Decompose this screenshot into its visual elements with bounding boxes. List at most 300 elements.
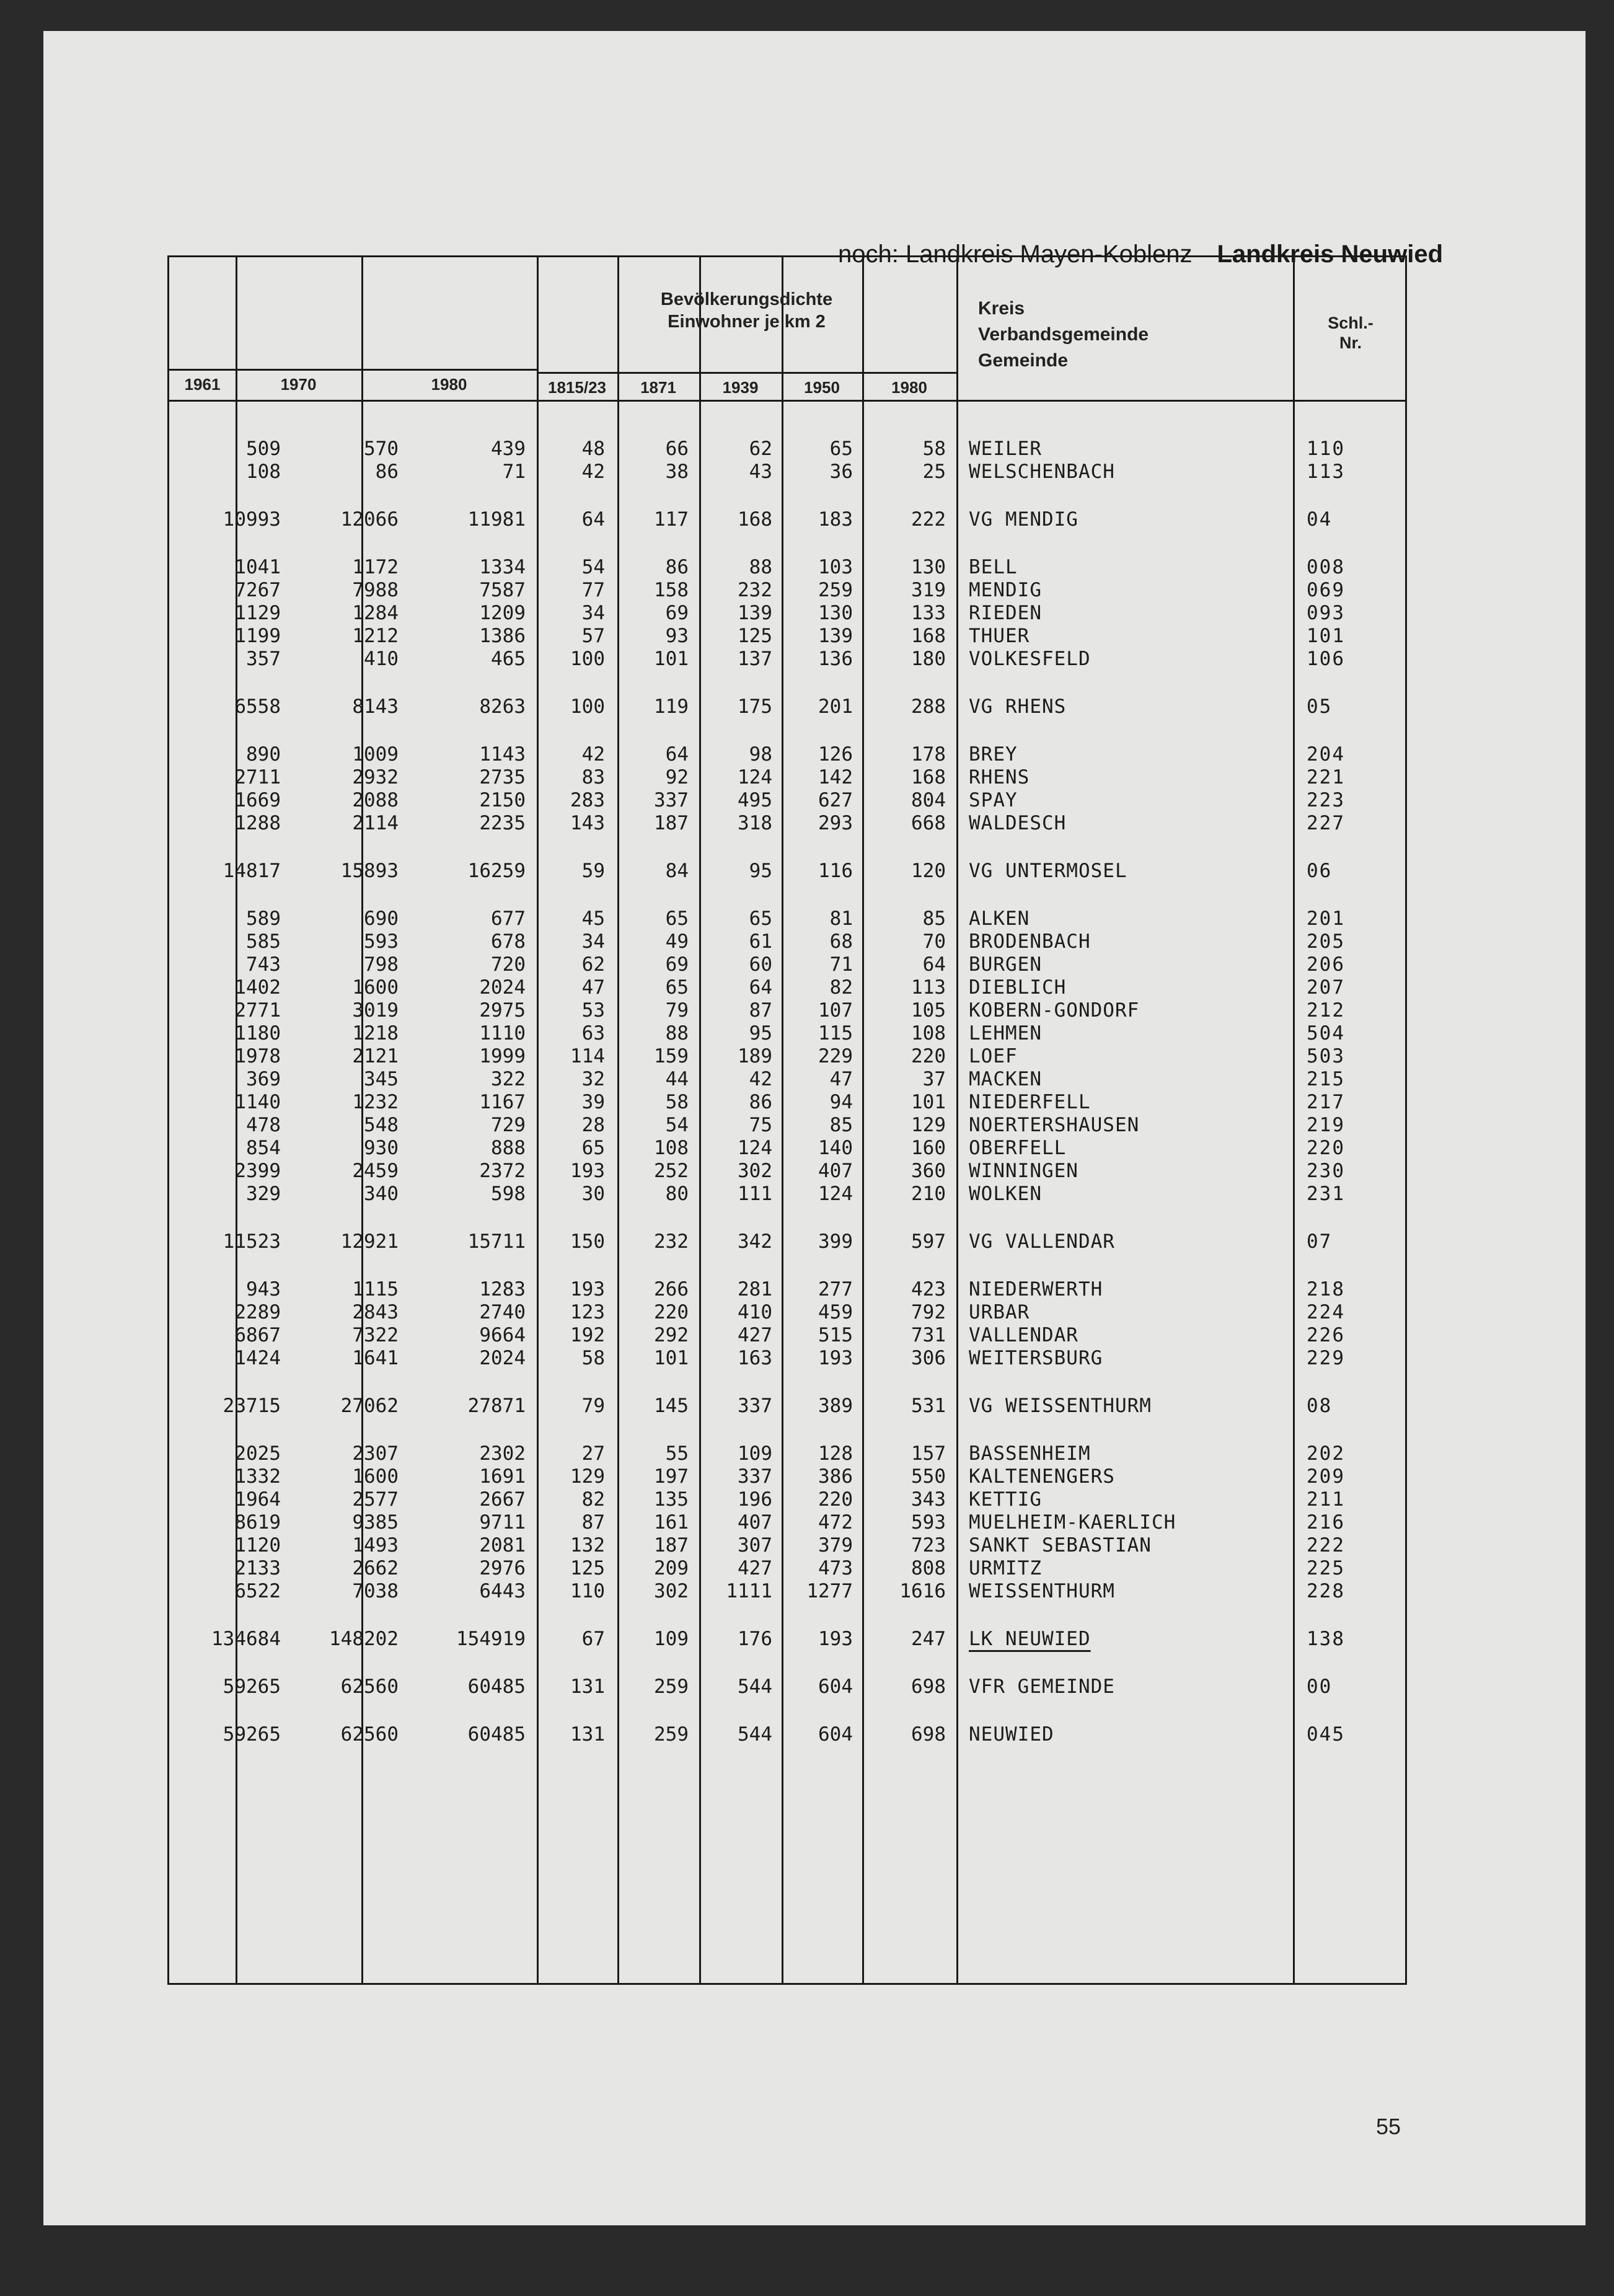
cell-d1871: 93 bbox=[665, 625, 689, 647]
cell-d1815: 57 bbox=[581, 625, 605, 647]
cell-code: 207 bbox=[1307, 976, 1345, 999]
table-row bbox=[169, 1323, 1405, 1347]
table-row bbox=[169, 1022, 1405, 1045]
cell-d1950: 183 bbox=[818, 508, 853, 531]
table-row bbox=[169, 1465, 1405, 1488]
cell-p1980: 2235 bbox=[479, 812, 526, 834]
cell-d1939: 337 bbox=[738, 1395, 772, 1417]
cell-d1980: 157 bbox=[911, 1442, 946, 1465]
header-title-right: Landkreis Neuwied bbox=[1217, 241, 1444, 268]
cell-p1970: 1009 bbox=[352, 743, 399, 766]
cell-d1980: 698 bbox=[911, 1676, 946, 1698]
cell-d1871: 66 bbox=[665, 438, 689, 460]
cell-d1950: 293 bbox=[818, 812, 853, 834]
cell-code: 101 bbox=[1307, 625, 1345, 647]
cell-name: WELSCHENBACH bbox=[969, 461, 1115, 483]
table-row bbox=[169, 907, 1405, 930]
table-row bbox=[169, 601, 1405, 625]
cell-p1970: 7988 bbox=[352, 579, 399, 601]
cell-p1961: 1978 bbox=[234, 1045, 281, 1067]
cell-name: BRODENBACH bbox=[969, 930, 1091, 953]
cell-p1980: 16259 bbox=[467, 860, 526, 882]
cell-d1815: 114 bbox=[570, 1045, 605, 1067]
cell-code: 113 bbox=[1307, 461, 1345, 483]
cell-p1961: 7267 bbox=[234, 579, 281, 601]
col-header-1970: 1970 bbox=[280, 375, 317, 394]
cell-d1815: 79 bbox=[581, 1395, 605, 1417]
cell-p1961: 1129 bbox=[234, 602, 281, 624]
cell-p1980: 2150 bbox=[479, 789, 526, 811]
cell-d1980: 808 bbox=[911, 1557, 946, 1579]
table-row bbox=[169, 578, 1405, 602]
cell-d1939: 124 bbox=[738, 1137, 772, 1159]
cell-p1961: 134684 bbox=[211, 1628, 281, 1650]
cell-p1980: 1386 bbox=[479, 625, 526, 647]
cell-code: 231 bbox=[1307, 1183, 1345, 1205]
cell-code: 206 bbox=[1307, 953, 1345, 976]
cell-d1950: 627 bbox=[818, 789, 853, 811]
kreis-header-line3: Gemeinde bbox=[978, 350, 1069, 371]
table-row bbox=[169, 508, 1405, 531]
cell-d1939: 495 bbox=[738, 789, 772, 811]
cell-d1939: 87 bbox=[749, 999, 772, 1022]
cell-d1950: 379 bbox=[818, 1534, 853, 1556]
cell-p1961: 10993 bbox=[223, 508, 281, 531]
table-row bbox=[169, 1488, 1405, 1511]
cell-p1980: 11981 bbox=[467, 508, 526, 531]
cell-p1961: 1288 bbox=[234, 812, 281, 834]
col-header-1961: 1961 bbox=[184, 375, 221, 394]
cell-p1970: 1641 bbox=[352, 1347, 399, 1369]
cell-d1950: 604 bbox=[818, 1723, 853, 1746]
cell-name: MACKEN bbox=[969, 1068, 1042, 1090]
cell-p1961: 1199 bbox=[234, 625, 281, 647]
cell-d1950: 124 bbox=[818, 1183, 853, 1205]
cell-p1980: 1334 bbox=[479, 556, 526, 578]
cell-d1871: 252 bbox=[654, 1160, 689, 1182]
cell-p1970: 1172 bbox=[352, 556, 399, 578]
cell-p1961: 2025 bbox=[234, 1442, 281, 1465]
cell-p1980: 1999 bbox=[479, 1045, 526, 1067]
cell-d1871: 86 bbox=[665, 556, 689, 578]
cell-d1871: 64 bbox=[665, 743, 689, 766]
cell-d1950: 407 bbox=[818, 1160, 853, 1182]
cell-d1980: 168 bbox=[911, 625, 946, 647]
cell-d1871: 158 bbox=[654, 579, 689, 601]
kreis-header-line2: Verbandsgemeinde bbox=[978, 324, 1149, 345]
cell-d1980: 168 bbox=[911, 766, 946, 788]
cell-p1980: 2976 bbox=[479, 1557, 526, 1579]
cell-p1961: 2289 bbox=[234, 1301, 281, 1323]
cell-p1961: 1424 bbox=[234, 1347, 281, 1369]
cell-d1815: 100 bbox=[570, 695, 605, 718]
cell-name: MENDIG bbox=[969, 579, 1042, 601]
cell-p1961: 743 bbox=[246, 953, 281, 976]
cell-d1950: 82 bbox=[829, 976, 853, 999]
cell-p1961: 890 bbox=[246, 743, 281, 766]
cell-d1950: 389 bbox=[818, 1395, 853, 1417]
table-row bbox=[169, 1442, 1405, 1465]
cell-d1871: 220 bbox=[654, 1301, 689, 1323]
cell-p1970: 12921 bbox=[340, 1230, 399, 1253]
cell-p1980: 1691 bbox=[479, 1465, 526, 1488]
table-row bbox=[169, 1278, 1405, 1301]
cell-name: WEITERSBURG bbox=[969, 1347, 1103, 1369]
cell-d1815: 143 bbox=[570, 812, 605, 834]
cell-code: 07 bbox=[1307, 1230, 1333, 1253]
cell-p1980: 2667 bbox=[479, 1488, 526, 1511]
cell-d1815: 54 bbox=[581, 556, 605, 578]
cell-p1970: 8143 bbox=[352, 695, 399, 718]
cell-d1815: 192 bbox=[570, 1324, 605, 1346]
cell-d1950: 36 bbox=[829, 461, 853, 483]
cell-d1950: 128 bbox=[818, 1442, 853, 1465]
cell-p1961: 11523 bbox=[223, 1230, 281, 1253]
cell-name: WEISSENTHURM bbox=[969, 1580, 1115, 1602]
cell-d1950: 103 bbox=[818, 556, 853, 578]
cell-p1961: 585 bbox=[246, 930, 281, 953]
cell-p1970: 1600 bbox=[352, 976, 399, 999]
cell-p1980: 7587 bbox=[479, 579, 526, 601]
cell-p1980: 15711 bbox=[467, 1230, 526, 1253]
col-header-density-1939: 1939 bbox=[722, 378, 759, 397]
cell-d1980: 343 bbox=[911, 1488, 946, 1511]
schl-header-line2: Nr. bbox=[1339, 333, 1362, 352]
cell-code: 212 bbox=[1307, 999, 1345, 1022]
cell-d1939: 43 bbox=[749, 461, 772, 483]
cell-name: KOBERN-GONDORF bbox=[969, 999, 1140, 1022]
cell-p1970: 2662 bbox=[352, 1557, 399, 1579]
cell-p1961: 943 bbox=[246, 1278, 281, 1300]
cell-name: WEILER bbox=[969, 438, 1042, 460]
cell-d1815: 42 bbox=[581, 743, 605, 766]
cell-code: 504 bbox=[1307, 1022, 1345, 1044]
table-row bbox=[169, 859, 1405, 883]
cell-p1980: 322 bbox=[491, 1068, 526, 1090]
table-row bbox=[169, 1090, 1405, 1114]
cell-code: 00 bbox=[1307, 1676, 1333, 1698]
cell-p1980: 9711 bbox=[479, 1511, 526, 1534]
cell-p1980: 2302 bbox=[479, 1442, 526, 1465]
cell-d1815: 283 bbox=[570, 789, 605, 811]
cell-d1950: 277 bbox=[818, 1278, 853, 1300]
cell-code: 04 bbox=[1307, 508, 1333, 531]
cell-p1970: 1600 bbox=[352, 1465, 399, 1488]
cell-p1980: 2024 bbox=[479, 1347, 526, 1369]
cell-d1815: 132 bbox=[570, 1534, 605, 1556]
cell-p1970: 410 bbox=[364, 648, 399, 670]
cell-p1970: 148202 bbox=[329, 1628, 399, 1650]
cell-p1970: 690 bbox=[364, 907, 399, 930]
cell-d1815: 30 bbox=[581, 1183, 605, 1205]
cell-d1950: 126 bbox=[818, 743, 853, 766]
cell-p1970: 798 bbox=[364, 953, 399, 976]
cell-d1871: 79 bbox=[665, 999, 689, 1022]
cell-p1970: 7322 bbox=[352, 1324, 399, 1346]
cell-p1980: 465 bbox=[491, 648, 526, 670]
cell-code: 224 bbox=[1307, 1301, 1345, 1323]
cell-name: VG VALLENDAR bbox=[969, 1230, 1115, 1253]
cell-d1871: 55 bbox=[665, 1442, 689, 1465]
cell-d1815: 123 bbox=[570, 1301, 605, 1323]
cell-d1950: 399 bbox=[818, 1230, 853, 1253]
cell-d1980: 531 bbox=[911, 1395, 946, 1417]
cell-d1950: 229 bbox=[818, 1045, 853, 1067]
cell-name: MUELHEIM-KAERLICH bbox=[969, 1511, 1176, 1534]
cell-d1815: 63 bbox=[581, 1022, 605, 1044]
cell-d1871: 108 bbox=[654, 1137, 689, 1159]
cell-d1980: 133 bbox=[911, 602, 946, 624]
cell-code: 069 bbox=[1307, 579, 1345, 601]
cell-d1939: 60 bbox=[749, 953, 772, 976]
cell-d1815: 82 bbox=[581, 1488, 605, 1511]
density-title-line2: Einwohner je km 2 bbox=[668, 312, 826, 332]
cell-code: 223 bbox=[1307, 789, 1345, 811]
cell-code: 228 bbox=[1307, 1580, 1345, 1602]
table-body bbox=[169, 257, 1405, 1983]
cell-code: 106 bbox=[1307, 648, 1345, 670]
cell-p1970: 593 bbox=[364, 930, 399, 953]
cell-p1961: 6522 bbox=[234, 1580, 281, 1602]
cell-name: BURGEN bbox=[969, 953, 1042, 976]
cell-p1961: 1402 bbox=[234, 976, 281, 999]
cell-d1939: 175 bbox=[738, 695, 772, 718]
table-row bbox=[169, 1136, 1405, 1160]
cell-d1980: 220 bbox=[911, 1045, 946, 1067]
cell-d1939: 124 bbox=[738, 766, 772, 788]
cell-d1980: 105 bbox=[911, 999, 946, 1022]
cell-p1961: 1140 bbox=[234, 1091, 281, 1113]
cell-p1970: 570 bbox=[364, 438, 399, 460]
cell-d1939: 86 bbox=[749, 1091, 772, 1113]
cell-p1980: 2735 bbox=[479, 766, 526, 788]
cell-d1950: 47 bbox=[829, 1068, 853, 1090]
cell-d1871: 161 bbox=[654, 1511, 689, 1534]
cell-d1871: 69 bbox=[665, 602, 689, 624]
cell-d1950: 386 bbox=[818, 1465, 853, 1488]
cell-code: 229 bbox=[1307, 1347, 1345, 1369]
cell-name: LOEF bbox=[969, 1045, 1018, 1067]
cell-d1871: 49 bbox=[665, 930, 689, 953]
cell-p1961: 369 bbox=[246, 1068, 281, 1090]
cell-d1950: 115 bbox=[818, 1022, 853, 1044]
table-row bbox=[169, 1675, 1405, 1698]
cell-d1939: 168 bbox=[738, 508, 772, 531]
cell-d1815: 67 bbox=[581, 1628, 605, 1650]
cell-d1939: 302 bbox=[738, 1160, 772, 1182]
cell-d1939: 61 bbox=[749, 930, 772, 953]
cell-name: LK NEUWIED bbox=[969, 1628, 1091, 1650]
cell-d1871: 232 bbox=[654, 1230, 689, 1253]
cell-p1970: 930 bbox=[364, 1137, 399, 1159]
cell-d1871: 38 bbox=[665, 461, 689, 483]
cell-d1980: 593 bbox=[911, 1511, 946, 1534]
cell-d1950: 116 bbox=[818, 860, 853, 882]
cell-p1980: 2975 bbox=[479, 999, 526, 1022]
cell-name: BASSENHEIM bbox=[969, 1442, 1091, 1465]
cell-d1871: 187 bbox=[654, 812, 689, 834]
cell-d1939: 176 bbox=[738, 1628, 772, 1650]
cell-p1970: 62560 bbox=[340, 1676, 399, 1698]
cell-name: SPAY bbox=[969, 789, 1018, 811]
table-row bbox=[169, 811, 1405, 835]
table-row bbox=[169, 1394, 1405, 1418]
cell-p1970: 2121 bbox=[352, 1045, 399, 1067]
cell-d1939: 95 bbox=[749, 860, 772, 882]
cell-d1871: 92 bbox=[665, 766, 689, 788]
cell-d1980: 180 bbox=[911, 648, 946, 670]
cell-name: VALLENDAR bbox=[969, 1324, 1078, 1346]
cell-d1815: 65 bbox=[581, 1137, 605, 1159]
cell-d1980: 70 bbox=[922, 930, 946, 953]
cell-p1970: 2459 bbox=[352, 1160, 399, 1182]
cell-d1980: 64 bbox=[922, 953, 946, 976]
table-row bbox=[169, 1627, 1405, 1651]
table-row bbox=[169, 953, 1405, 976]
cell-d1815: 87 bbox=[581, 1511, 605, 1534]
table-row bbox=[169, 695, 1405, 718]
cell-p1980: 27871 bbox=[467, 1395, 526, 1417]
cell-d1815: 77 bbox=[581, 579, 605, 601]
cell-d1871: 44 bbox=[665, 1068, 689, 1090]
cell-code: 05 bbox=[1307, 695, 1333, 718]
cell-p1980: 60485 bbox=[467, 1723, 526, 1746]
cell-p1980: 2372 bbox=[479, 1160, 526, 1182]
cell-name: THUER bbox=[969, 625, 1030, 647]
table-row bbox=[169, 930, 1405, 953]
cell-d1939: 163 bbox=[738, 1347, 772, 1369]
cell-d1815: 28 bbox=[581, 1114, 605, 1136]
cell-d1871: 337 bbox=[654, 789, 689, 811]
cell-p1961: 108 bbox=[246, 461, 281, 483]
cell-name: DIEBLICH bbox=[969, 976, 1067, 999]
cell-d1871: 119 bbox=[654, 695, 689, 718]
cell-d1939: 62 bbox=[749, 438, 772, 460]
cell-code: 06 bbox=[1307, 860, 1333, 882]
cell-code: 205 bbox=[1307, 930, 1345, 953]
cell-d1871: 101 bbox=[654, 1347, 689, 1369]
cell-p1970: 1493 bbox=[352, 1534, 399, 1556]
cell-d1815: 129 bbox=[570, 1465, 605, 1488]
cell-code: 138 bbox=[1307, 1628, 1345, 1650]
cell-d1939: 410 bbox=[738, 1301, 772, 1323]
cell-d1871: 65 bbox=[665, 976, 689, 999]
cell-d1815: 150 bbox=[570, 1230, 605, 1253]
cell-p1970: 3019 bbox=[352, 999, 399, 1022]
cell-p1970: 1218 bbox=[352, 1022, 399, 1044]
cell-d1950: 85 bbox=[829, 1114, 853, 1136]
cell-p1980: 2081 bbox=[479, 1534, 526, 1556]
table-row bbox=[169, 1067, 1405, 1091]
cell-name: URBAR bbox=[969, 1301, 1030, 1323]
cell-p1961: 1964 bbox=[234, 1488, 281, 1511]
cell-name: RIEDEN bbox=[969, 602, 1042, 624]
cell-d1939: 189 bbox=[738, 1045, 772, 1067]
cell-p1961: 357 bbox=[246, 648, 281, 670]
table-row bbox=[169, 1534, 1405, 1557]
cell-d1939: 307 bbox=[738, 1534, 772, 1556]
density-title-line1: Bevölkerungsdichte bbox=[660, 289, 833, 309]
cell-p1970: 345 bbox=[364, 1068, 399, 1090]
cell-p1961: 1120 bbox=[234, 1534, 281, 1556]
cell-name: NIEDERWERTH bbox=[969, 1278, 1103, 1300]
cell-p1961: 589 bbox=[246, 907, 281, 930]
cell-name: URMITZ bbox=[969, 1557, 1042, 1579]
cell-d1980: 222 bbox=[911, 508, 946, 531]
cell-p1970: 27062 bbox=[340, 1395, 399, 1417]
table-row bbox=[169, 976, 1405, 999]
cell-d1950: 136 bbox=[818, 648, 853, 670]
table-row bbox=[169, 1723, 1405, 1746]
cell-d1950: 130 bbox=[818, 602, 853, 624]
document-page bbox=[43, 31, 1585, 2225]
cell-code: 045 bbox=[1307, 1723, 1345, 1746]
table-row bbox=[169, 1159, 1405, 1183]
cell-code: 219 bbox=[1307, 1114, 1345, 1136]
cell-p1970: 2932 bbox=[352, 766, 399, 788]
cell-d1815: 27 bbox=[581, 1442, 605, 1465]
cell-code: 221 bbox=[1307, 766, 1345, 788]
cell-code: 225 bbox=[1307, 1557, 1345, 1579]
cell-code: 201 bbox=[1307, 907, 1345, 930]
cell-d1980: 1616 bbox=[899, 1580, 946, 1602]
table-row bbox=[169, 1113, 1405, 1137]
cell-code: 215 bbox=[1307, 1068, 1345, 1090]
cell-p1961: 6867 bbox=[234, 1324, 281, 1346]
cell-p1980: 677 bbox=[491, 907, 526, 930]
cell-p1980: 6443 bbox=[479, 1580, 526, 1602]
cell-d1980: 160 bbox=[911, 1137, 946, 1159]
cell-d1980: 210 bbox=[911, 1183, 946, 1205]
cell-d1939: 281 bbox=[738, 1278, 772, 1300]
table-row bbox=[169, 1579, 1405, 1603]
table-row bbox=[169, 437, 1405, 461]
cell-d1815: 34 bbox=[581, 602, 605, 624]
cell-d1871: 259 bbox=[654, 1676, 689, 1698]
table-row bbox=[169, 1300, 1405, 1324]
cell-name: NOERTERSHAUSEN bbox=[969, 1114, 1140, 1136]
cell-d1950: 193 bbox=[818, 1628, 853, 1650]
cell-d1939: 42 bbox=[749, 1068, 772, 1090]
cell-d1950: 71 bbox=[829, 953, 853, 976]
cell-d1815: 45 bbox=[581, 907, 605, 930]
cell-d1980: 698 bbox=[911, 1723, 946, 1746]
cell-d1939: 544 bbox=[738, 1723, 772, 1746]
schl-header-line1: Schl.- bbox=[1328, 314, 1374, 332]
cell-p1970: 2577 bbox=[352, 1488, 399, 1511]
cell-d1939: 1111 bbox=[726, 1580, 772, 1602]
cell-d1871: 88 bbox=[665, 1022, 689, 1044]
cell-p1970: 2307 bbox=[352, 1442, 399, 1465]
cell-d1950: 604 bbox=[818, 1676, 853, 1698]
table-row bbox=[169, 1230, 1405, 1253]
cell-d1871: 209 bbox=[654, 1557, 689, 1579]
cell-p1961: 2133 bbox=[234, 1557, 281, 1579]
cell-p1980: 1167 bbox=[479, 1091, 526, 1113]
cell-code: 202 bbox=[1307, 1442, 1345, 1465]
cell-d1980: 423 bbox=[911, 1278, 946, 1300]
cell-d1815: 34 bbox=[581, 930, 605, 953]
cell-d1871: 109 bbox=[654, 1628, 689, 1650]
cell-p1980: 71 bbox=[502, 461, 526, 483]
population-table bbox=[167, 255, 1407, 1985]
cell-d1871: 135 bbox=[654, 1488, 689, 1511]
cell-d1871: 54 bbox=[665, 1114, 689, 1136]
cell-d1815: 193 bbox=[570, 1278, 605, 1300]
cell-d1980: 37 bbox=[922, 1068, 946, 1090]
cell-p1970: 12066 bbox=[340, 508, 399, 531]
cell-d1980: 247 bbox=[911, 1628, 946, 1650]
